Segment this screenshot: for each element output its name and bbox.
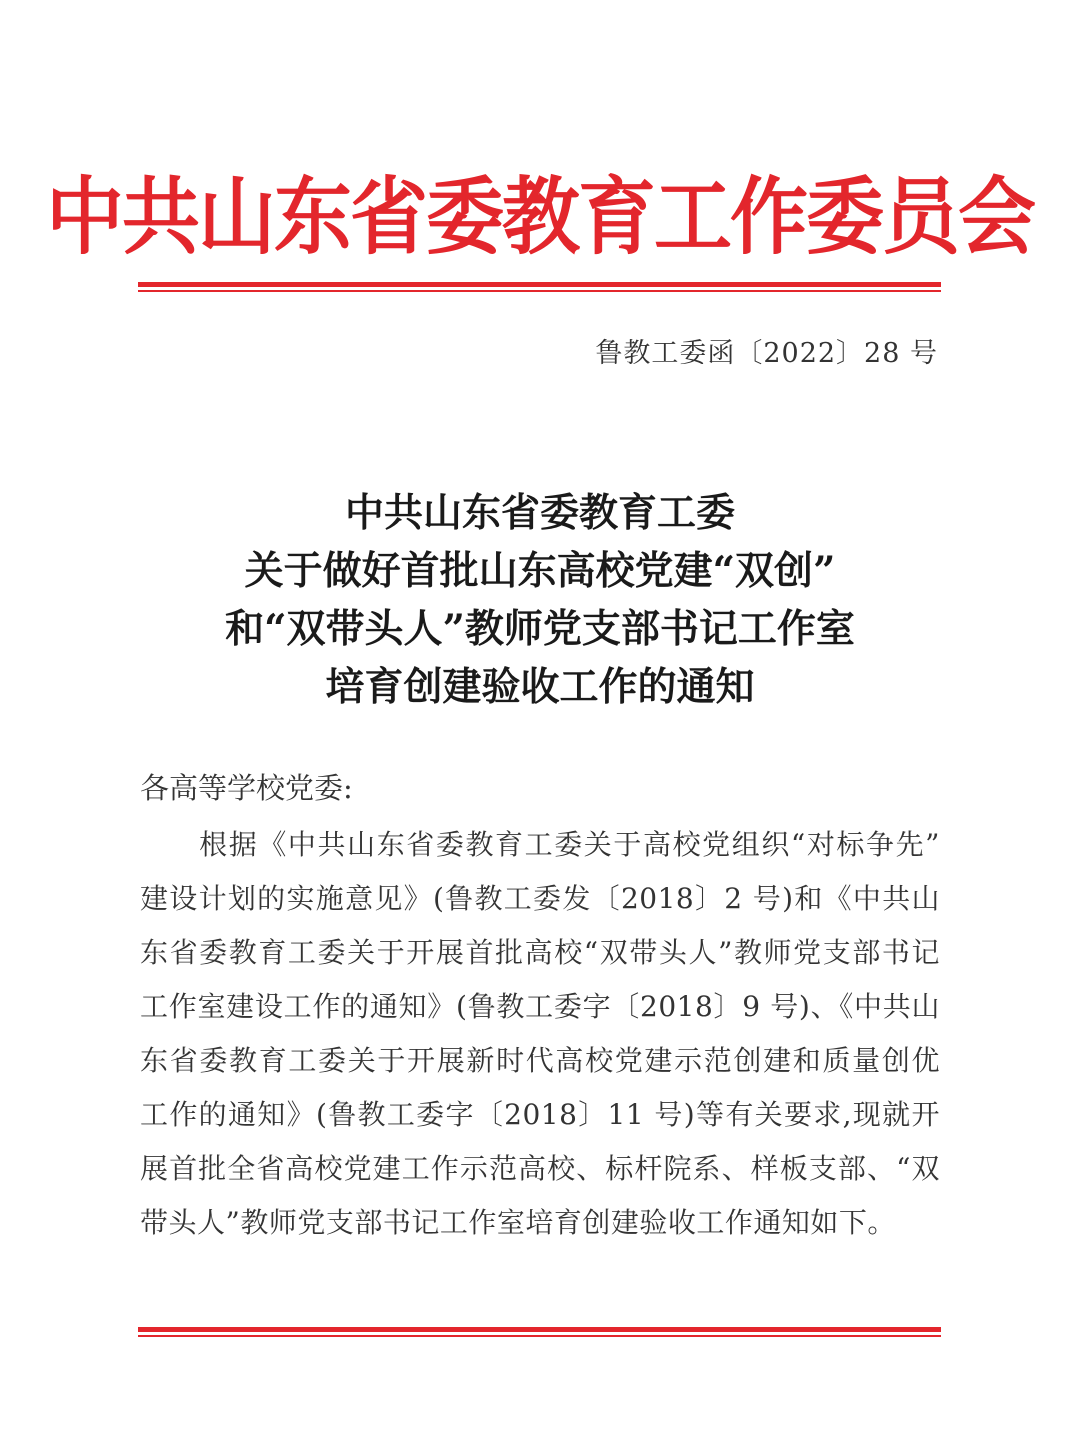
body-line: 东省委教育工委关于开展首批高校“双带头人”教师党支部书记: [140, 936, 940, 969]
red-rule-thick-line: [138, 282, 941, 287]
masthead-red-rule: [138, 282, 941, 292]
body-line: 建设计划的实施意见》(鲁教工委发〔2018〕2 号)和《中共山: [140, 882, 940, 915]
masthead-organization: 中共山东省委教育工作委员会: [45, 169, 1034, 267]
title-line: 培育创建验收工作的通知: [325, 664, 755, 710]
body-line: 带头人”教师党支部书记工作室培育创建验收工作通知如下。: [140, 1206, 896, 1239]
title-line: 关于做好首批山东高校党建“双创”: [244, 548, 836, 594]
red-rule-thick-line: [138, 1327, 941, 1332]
title-line: 和“双带头人”教师党支部书记工作室: [225, 606, 855, 652]
body-line: 展首批全省高校党建工作示范高校、标杆院系、样板支部、“双: [140, 1152, 940, 1185]
body-line: 东省委教育工委关于开展新时代高校党建示范创建和质量创优: [140, 1044, 940, 1077]
footer-red-rule: [138, 1327, 941, 1337]
body-line: 工作室建设工作的通知》(鲁教工委字〔2018〕9 号)、《中共山: [140, 990, 940, 1023]
red-rule-thin-line: [138, 290, 941, 292]
body-line: 根据《中共山东省委教育工委关于高校党组织“对标争先”: [140, 828, 940, 861]
body-paragraph: [140, 818, 940, 1250]
document-title: [0, 484, 1080, 716]
red-rule-thin-line: [138, 1335, 941, 1337]
body-line: 工作的通知》(鲁教工委字〔2018〕11 号)等有关要求,现就开: [140, 1098, 940, 1131]
title-line: 中共山东省委教育工委: [344, 490, 735, 536]
salutation: 各高等学校党委:: [140, 771, 353, 805]
document-number: 鲁教工委函〔2022〕28 号: [595, 338, 938, 369]
